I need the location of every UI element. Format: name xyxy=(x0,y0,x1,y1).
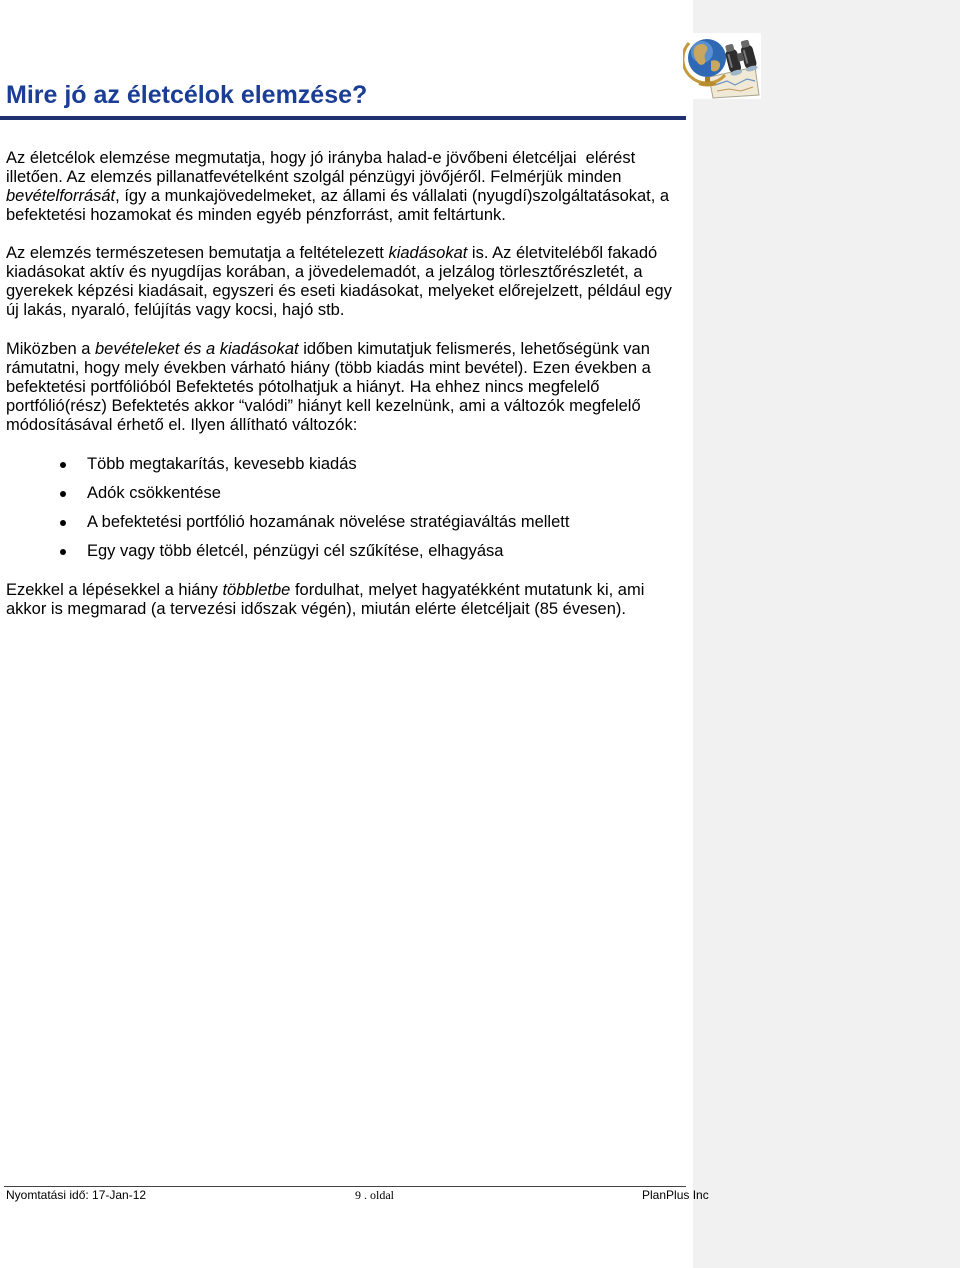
list-bullet xyxy=(60,549,66,555)
paragraph-line xyxy=(6,581,644,600)
footer-company: PlanPlus Inc xyxy=(642,1188,709,1202)
paragraph-line: Az életcélok elemzése megmutatja, hogy jó irányba halad-e jövőbeni életcéljai elérést xyxy=(6,149,636,167)
paragraph-surplus xyxy=(6,581,644,619)
text-segment: Az elemzés természetesen bemutatja a feltételezett xyxy=(6,244,389,262)
paragraph-line: kiadásokat aktív és nyugdíjas korában, a jövedelemadót, a jelzálog törlesztőrészletét, a xyxy=(6,263,643,281)
paragraph-line: rámutatni, hogy mely években várható hiány (több kiadás mint bevétel). Ezen években a xyxy=(6,359,651,377)
paragraph-line: illetően. Az elemzés pillanatfevételként szolgál pénzügyi jövőjéről. Felmérjük minden xyxy=(6,168,622,186)
paragraph-line: portfólió(rész) Befektetés akkor “valódi” hiányt kell kezelnünk, ami a változók megfelelő xyxy=(6,397,641,415)
paragraph-line: módosításával érhető el. Ilyen állítható változók: xyxy=(6,416,358,434)
globe-binoculars-icon xyxy=(683,33,761,99)
emphasis-text: bevételforrását xyxy=(6,187,116,205)
paragraph-intro xyxy=(6,149,669,225)
text-segment: Ezekkel a lépésekkel a hiány xyxy=(6,581,223,599)
list-item xyxy=(0,479,569,508)
paragraph-line xyxy=(6,244,672,263)
list-item xyxy=(0,508,569,537)
paragraph-line: új lakás, nyaraló, felújítás vagy kocsi, hajó stb. xyxy=(6,301,345,319)
list-item-text: Egy vagy több életcél, pénzügyi cél szűkítése, elhagyása xyxy=(87,542,504,560)
paragraph-line: befektetési portfólióból Befektetés pótolhatjuk a hiányt. Ha ehhez nincs megfelelő xyxy=(6,378,600,396)
paragraph-expenses xyxy=(6,244,672,320)
paragraph-line: gyerekek képzési kiadásait, egyszeri és eseti kiadásokat, melyeket előrejelzett, például egy xyxy=(6,282,672,300)
emphasis-text: kiadásokat xyxy=(388,244,468,262)
list-item-text: Több megtakarítás, kevesebb kiadás xyxy=(87,455,357,473)
paragraph-line: befektetési hozamokat és minden egyéb pénzforrást, amit feltártunk. xyxy=(6,206,506,224)
text-segment: is. Az életviteléből fakadó xyxy=(467,244,658,262)
text-segment: , így a munkajövedelmeket, az állami és vállalati (nyugdí)szolgáltatásokat, a xyxy=(115,187,670,205)
list-item-text: A befektetési portfólió hozamának növelése stratégiaváltás mellett xyxy=(87,513,570,531)
text-segment: időben kimutatjuk felismerés, lehetőségünk van xyxy=(298,340,650,358)
emphasis-text: többletbe xyxy=(222,581,291,599)
title-underline xyxy=(0,116,686,120)
adjustable-variables-list xyxy=(0,450,569,566)
right-margin-panel xyxy=(693,0,960,1268)
paragraph-shortfall xyxy=(6,340,651,435)
list-bullet xyxy=(60,462,66,468)
list-item xyxy=(0,450,569,479)
footer-print-time: Nyomtatási idő: 17-Jan-12 xyxy=(6,1188,147,1202)
page-title: Mire jó az életcélok elemzése? xyxy=(6,81,368,109)
list-item-text: Adók csökkentése xyxy=(87,484,221,502)
paragraph-line xyxy=(6,187,669,206)
list-bullet xyxy=(60,520,66,526)
emphasis-text: bevételeket és a kiadásokat xyxy=(94,340,299,358)
footer-page-number: 9 . oldal xyxy=(355,1188,394,1202)
list-item xyxy=(0,537,569,566)
footer-divider xyxy=(4,1186,686,1187)
text-segment: fordulhat, melyet hagyatékként mutatunk ki, ami xyxy=(290,581,645,599)
list-bullet xyxy=(60,491,66,497)
paragraph-line xyxy=(6,340,651,359)
text-segment: Miközben a xyxy=(6,340,95,358)
paragraph-line: akkor is megmarad (a tervezési időszak végén), miután elérte életcéljait (85 évesen). xyxy=(6,600,626,618)
